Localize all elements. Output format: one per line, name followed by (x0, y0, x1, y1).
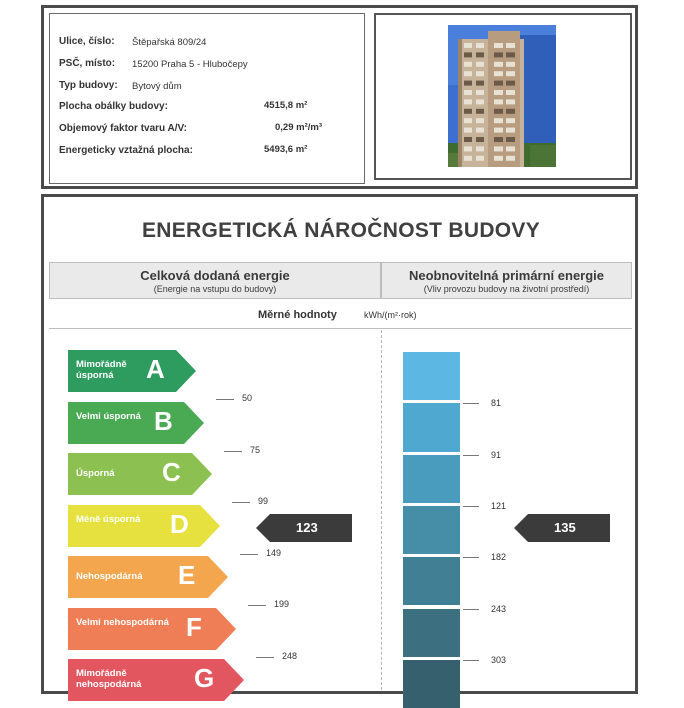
threshold-value: 149 (266, 547, 282, 558)
threshold-pointer (224, 451, 242, 452)
left-column-header (49, 262, 381, 299)
threshold-value: 182 (491, 552, 507, 563)
building-type-label: Typ budovy: (59, 80, 118, 91)
energy-class-b (68, 402, 204, 444)
reference-area-value: 5493,6 m² (264, 144, 308, 155)
primary-energy-segment (403, 352, 460, 400)
shape-factor-value: 0,29 m²/m³ (275, 122, 322, 133)
threshold-pointer (256, 657, 274, 658)
reference-area-label: Energeticky vztažná plocha: (59, 145, 193, 156)
units-label: Měrné hodnoty (258, 309, 337, 321)
threshold-value: 50 (242, 393, 253, 403)
threshold-pointer (240, 554, 258, 555)
threshold-pointer (463, 506, 479, 507)
threshold-value: 91 (491, 449, 502, 460)
threshold-value: 199 (274, 599, 290, 609)
energy-class-letter: F (186, 611, 202, 642)
energy-class-label: Mimořádně nehospodárná (76, 668, 142, 690)
page-title: ENERGETICKÁ NÁROČNOST BUDOVY (141, 219, 541, 242)
primary-energy-segment (403, 557, 460, 605)
primary-energy-segment (403, 660, 460, 708)
threshold-pointer (463, 403, 479, 404)
energy-class-c (68, 453, 212, 495)
threshold-value: 81 (491, 398, 502, 409)
energy-class-letter: D (170, 508, 189, 539)
primary-energy-segment (403, 506, 460, 554)
energy-class-f (68, 608, 236, 650)
left-column-title: Celková dodaná energie (140, 268, 290, 283)
units-row (49, 300, 632, 329)
psc-value: 15200 Praha 5 - Hlubočepy (132, 59, 248, 70)
primary-energy-segment (403, 609, 460, 657)
building-photo (448, 25, 556, 167)
energy-class-label: Nehospodárná (76, 571, 143, 582)
threshold-value: 303 (491, 654, 507, 665)
energy-class-d (68, 505, 220, 547)
units-value: kWh/(m²·rok) (364, 310, 417, 320)
threshold-pointer (463, 557, 479, 558)
right-value-text: 135 (554, 520, 576, 535)
threshold-pointer (248, 605, 266, 606)
threshold-pointer (216, 399, 234, 400)
threshold-pointer (232, 502, 250, 503)
threshold-value: 121 (491, 500, 507, 511)
energy-class-label: Velmi úsporná (76, 410, 141, 422)
primary-energy-segment (403, 455, 460, 503)
threshold-pointer (463, 455, 479, 456)
shape-factor-label: Objemový faktor tvaru A/V: (59, 123, 187, 134)
threshold-value: 99 (258, 496, 269, 506)
building-type-value: Bytový dům (132, 81, 182, 92)
energy-class-letter: B (154, 405, 173, 436)
street-label: Ulice, číslo: (59, 36, 115, 47)
energy-class-label: Úsporná (76, 468, 115, 479)
left-value-text: 123 (296, 520, 318, 535)
right-column-header (381, 262, 632, 299)
energy-class-label: Mimořádně úsporná (76, 359, 127, 381)
column-divider (381, 330, 383, 690)
street-value: Štěpařská 809/24 (132, 37, 207, 48)
energy-class-letter: E (178, 560, 196, 590)
energy-class-letter: C (162, 457, 181, 487)
threshold-value: 248 (282, 650, 298, 661)
energy-class-letter: G (194, 663, 215, 693)
envelope-area-label: Plocha obálky budovy: (59, 101, 168, 112)
right-column-subtitle: (Vliv provozu budovy na životní prostředí) (423, 284, 590, 294)
energy-class-e (68, 556, 228, 598)
energy-class-letter: A (146, 354, 165, 384)
energy-class-label: Velmi nehospodárná (76, 616, 169, 628)
threshold-pointer (463, 660, 479, 661)
threshold-value: 75 (250, 444, 261, 455)
energy-class-a (68, 350, 196, 392)
threshold-value: 243 (491, 603, 507, 614)
envelope-area-value: 4515,8 m² (264, 100, 308, 111)
psc-label: PSČ, místo: (59, 58, 116, 69)
energy-class-label: Méně úsporná (76, 513, 141, 525)
left-column-subtitle: (Energie na vstupu do budovy) (153, 284, 277, 294)
primary-energy-segment (403, 403, 460, 451)
energy-class-g (68, 659, 244, 701)
threshold-pointer (463, 609, 479, 610)
right-column-title: Neobnovitelná primární energie (408, 268, 605, 283)
